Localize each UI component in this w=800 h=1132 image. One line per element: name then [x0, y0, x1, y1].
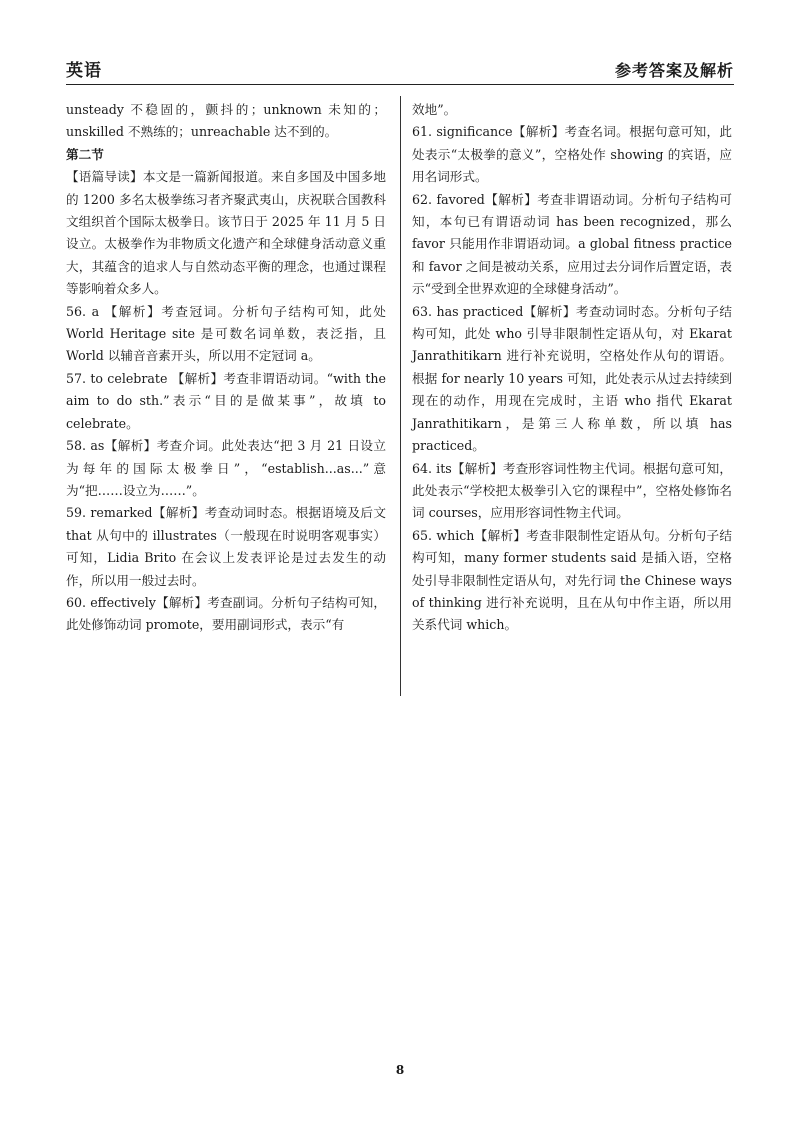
- answer-item-59: 59. remarked【解析】考查动词时态。根据语境及后文 that 从句中的 illustrates（一般现在时说明客观事实）可知，Lidia Brito 在会议上发表评论是过去发生的动作，所以用一般过去时。: [66, 505, 386, 588]
- answer-item-61: 61. significance【解析】考查名词。根据句意可知，此处表示“太极拳的意义”，空格处作 showing 的宾语，应用名词形式。: [412, 124, 732, 185]
- page-header: [66, 58, 734, 85]
- passage-guide: 【语篇导读】本文是一篇新闻报道。来自多国及中国多地的 1200 多名太极拳练习者齐聚武夷山，庆祝联合国教科文组织首个国际太极拳日。该节日于 2025 年 11 月 5 日设立。太极拳作为非物质文化遗产和全球健身活动意义重大，其蕴含的追求人与自然动态平衡的理念，也通过课程等影响着众多人。: [66, 169, 386, 297]
- answer-item-56: 56. a 【解析】考查冠词。分析句子结构可知，此处 World Heritage site 是可数名词单数，表泛指，且 World 以辅音音素开头，所以用不定冠词 a。: [66, 303, 386, 364]
- answer-item-58: 58. as【解析】考查介词。此处表达“把 3 月 21 日设立为每年的国际太极拳日”，“establish...as...”意为“把……设立为……”。: [66, 438, 386, 498]
- subject-label: 英语: [66, 61, 102, 81]
- section-title: 第二节: [66, 146, 104, 162]
- page-number: 8: [395, 1063, 405, 1077]
- continuation-text: 效地”。: [412, 102, 457, 117]
- answer-item-57: 57. to celebrate 【解析】考查非谓语动词。“with the aim to do sth.”表示“目的是做某事”，故填 to celebrate。: [66, 370, 386, 431]
- answer-item-62: 62. favored【解析】考查非谓语动词。分析句子结构可知，本句已有谓语动词 has been recognized，那么 favor 只能用作非谓语动词。a global fitness practice 和 favor 之间是被动关系，应用过去分词作后置定语，表示“受到全世界欢迎的全球健身活动”。: [412, 191, 732, 297]
- vocab-note: unsteady 不稳固的，颤抖的；unknown 未知的；unskilled 不熟练的；unreachable 达不到的。: [66, 102, 386, 140]
- answer-item-65: 65. which【解析】考查非限制性定语从句。分析句子结构可知，many former students said 是插入语，空格处引导非限制性定语从句，对先行词 the Chinese ways of thinking 进行补充说明，且在从句中作主语，所以用关系代词 which。: [412, 527, 732, 633]
- header-title: 参考答案及解析: [614, 61, 734, 80]
- answer-item-60: 60. effectively【解析】考查副词。分析句子结构可知，此处修饰动词 promote，要用副词形式，表示“有: [66, 594, 386, 633]
- answer-item-64: 64. its【解析】考查形容词性物主代词。根据句意可知，此处表示“学校把太极拳引入它的课程中”，空格处修饰名词 courses，应用形容词性物主代词。: [412, 460, 732, 521]
- left-column: [66, 99, 386, 637]
- column-divider: [400, 96, 401, 696]
- answer-item-63: 63. has practiced【解析】考查动词时态。分析句子结构可知，此处 who 引导非限制性定语从句，对 Ekarat Janrathitikarn 进行补充说明，空格处作从句的谓语。根据 for nearly 10 years 可知，此处表示从过去持续到现在的动作，用现在完成时，主语 who 指代 Ekarat Janrathitikarn，是第三人称单数，所以填 has practiced。: [412, 303, 732, 454]
- right-column: [412, 99, 732, 637]
